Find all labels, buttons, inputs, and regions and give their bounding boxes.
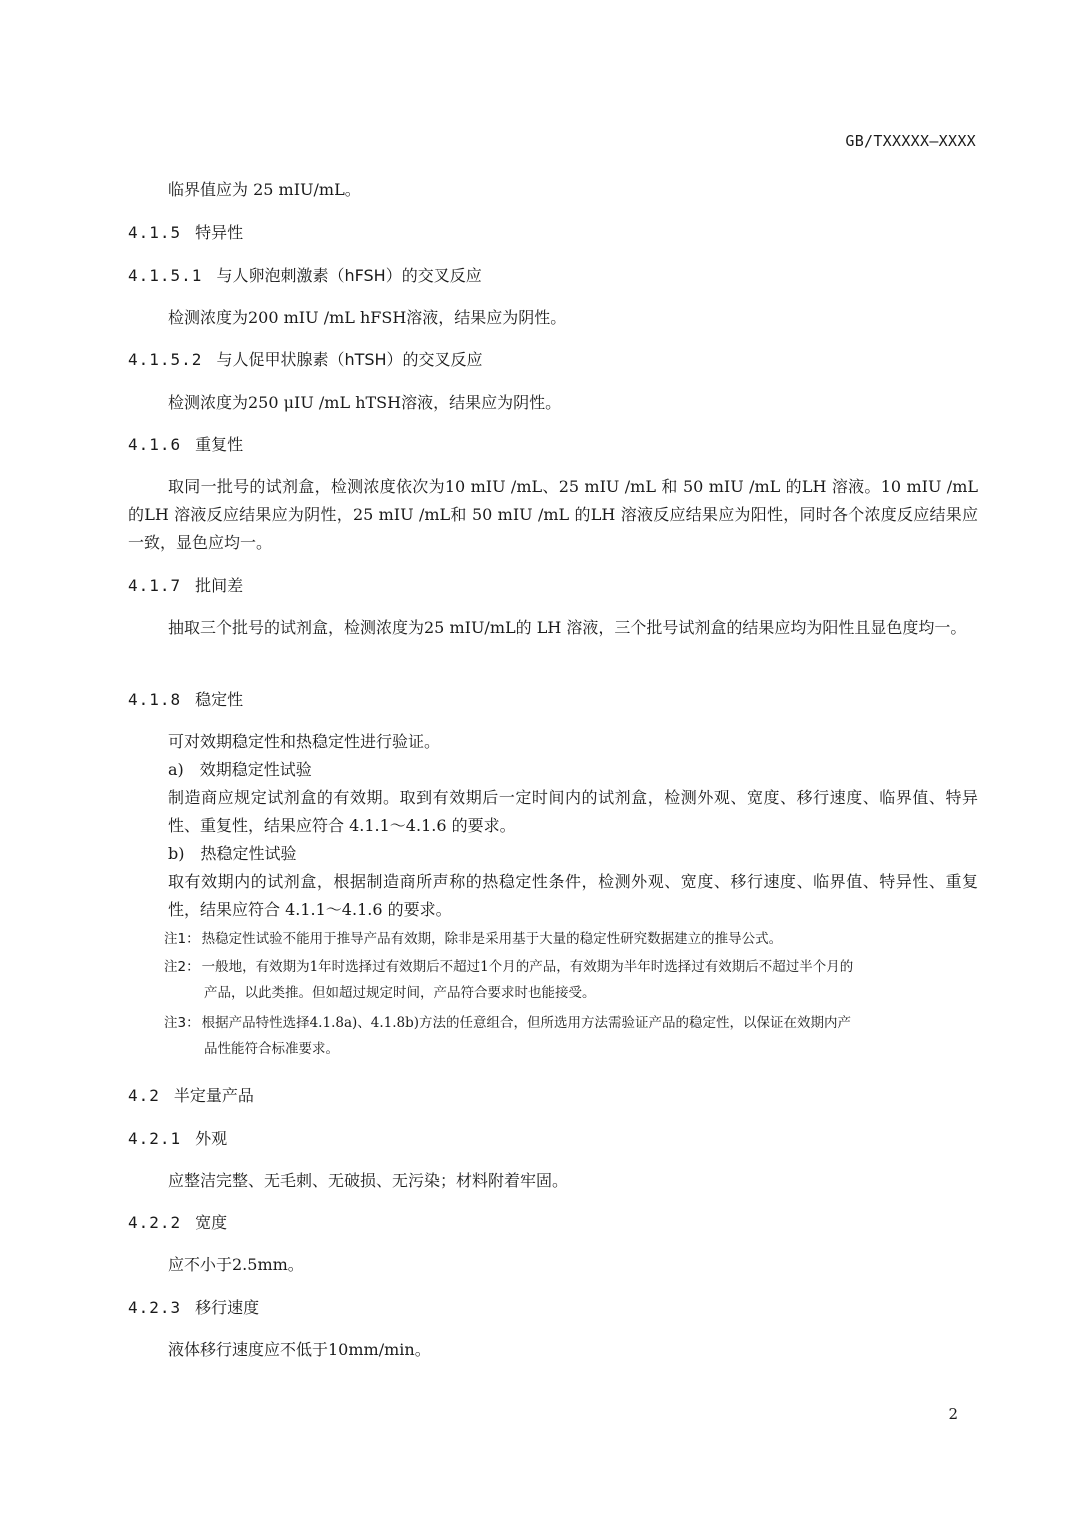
section-number: 4.2.1	[128, 1129, 182, 1148]
stability-item-a-text: 制造商应规定试剂盒的有效期。取到有效期后一定时间内的试剂盒，检测外观、宽度、移行速度、临界值、特异性、重复性，结果应符合 4.1.1～4.1.6 的要求。	[168, 788, 978, 835]
section-title: 与人卵泡刺激素（hFSH）的交叉反应	[216, 266, 482, 285]
section-heading-4-1-5	[128, 220, 243, 243]
section-heading-4-1-5-2	[128, 347, 483, 370]
section-number: 4.2	[128, 1086, 160, 1105]
appearance-paragraph: 应整洁完整、无毛刺、无破损、无污染；材料附着牢固。	[168, 1171, 569, 1190]
section-number: 4.2.3	[128, 1298, 182, 1317]
note-3	[164, 1010, 978, 1062]
stability-item-b-text: 取有效期内的试剂盒，根据制造商所声称的热稳定性条件，检测外观、宽度、移行速度、临界值、特异性、重复性，结果应符合 4.1.1～4.1.6 的要求。	[168, 872, 978, 919]
section-title: 稳定性	[195, 690, 244, 709]
section-heading-4-2-1	[128, 1126, 227, 1149]
note-continuation: 产品，以此类推。但如超过规定时间，产品符合要求时也能接受。	[204, 985, 596, 1001]
section-number: 4.1.5	[128, 223, 182, 242]
note-text: 热稳定性试验不能用于推导产品有效期，除非是采用基于大量的稳定性研究数据建立的推导公式。	[201, 931, 783, 947]
migration-speed-paragraph: 液体移行速度应不低于10mm/min。	[168, 1340, 431, 1359]
section-number: 4.1.8	[128, 690, 182, 709]
section-heading-4-2-2	[128, 1210, 227, 1233]
section-number: 4.1.5.2	[128, 350, 203, 369]
note-text: 一般地，有效期为1年时选择过有效期后不超过1个月的产品，有效期为半年时选择过有效期后不超过半个月的	[201, 959, 854, 975]
section-title: 批间差	[195, 576, 244, 595]
stability-intro: 可对效期稳定性和热稳定性进行验证。	[168, 732, 441, 751]
section-title: 宽度	[195, 1213, 228, 1232]
section-number: 4.2.2	[128, 1213, 182, 1232]
htsh-paragraph: 检测浓度为250 μIU /mL hTSH溶液，结果应为阴性。	[168, 393, 562, 412]
section-title: 移行速度	[195, 1298, 260, 1317]
section-number: 4.1.6	[128, 435, 182, 454]
section-heading-4-2-3	[128, 1295, 259, 1318]
cutoff-paragraph: 临界值应为 25 mIU/mL。	[168, 180, 361, 199]
note-continuation: 品性能符合标准要求。	[204, 1041, 339, 1057]
note-text: 根据产品特性选择4.1.8a)、4.1.8b)方法的任意组合，但所选用方法需验证产品的稳定性，以保证在效期内产	[201, 1015, 852, 1031]
section-title: 半定量产品	[173, 1086, 254, 1105]
note-2	[164, 954, 978, 1006]
section-heading-4-1-6	[128, 432, 243, 455]
stability-item-a-label: a) 效期稳定性试验	[168, 760, 312, 779]
section-number: 4.1.7	[128, 576, 182, 595]
section-heading-4-1-7	[128, 573, 243, 596]
section-title: 重复性	[195, 435, 244, 454]
page-number: 2	[948, 1405, 958, 1423]
note-label: 注1：	[164, 931, 200, 947]
section-title: 与人促甲状腺素（hTSH）的交叉反应	[216, 350, 483, 369]
section-title: 特异性	[195, 223, 244, 242]
section-heading-4-1-8	[128, 687, 243, 710]
repeatability-paragraph: 取同一批号的试剂盒，检测浓度依次为10 mIU /mL、25 mIU /mL 和 50 mIU /mL 的LH 溶液。10 mIU /mL的LH 溶液反应结果应为阴性，25 mIU /mL和 50 mIU /mL 的LH 溶液反应结果应为阳性，同时各个浓度反应结果应一致，显色应均一。	[128, 477, 978, 552]
note-label: 注3：	[164, 1015, 200, 1031]
section-heading-4-1-5-1	[128, 263, 482, 286]
batch-variation-paragraph: 抽取三个批号的试剂盒，检测浓度为25 mIU/mL的 LH 溶液，三个批号试剂盒的结果应均为阳性且显色度均一。	[168, 618, 967, 637]
hfsh-paragraph: 检测浓度为200 mIU /mL hFSH溶液，结果应为阴性。	[168, 308, 567, 327]
section-number: 4.1.5.1	[128, 266, 203, 285]
document-number-header: GB/TXXXXX—XXXX	[845, 132, 976, 150]
note-label: 注2：	[164, 959, 200, 975]
width-paragraph: 应不小于2.5mm。	[168, 1255, 304, 1274]
note-1	[164, 926, 978, 952]
section-title: 外观	[195, 1129, 228, 1148]
section-heading-4-2	[128, 1083, 254, 1106]
stability-item-b-label: b) 热稳定性试验	[168, 844, 297, 863]
